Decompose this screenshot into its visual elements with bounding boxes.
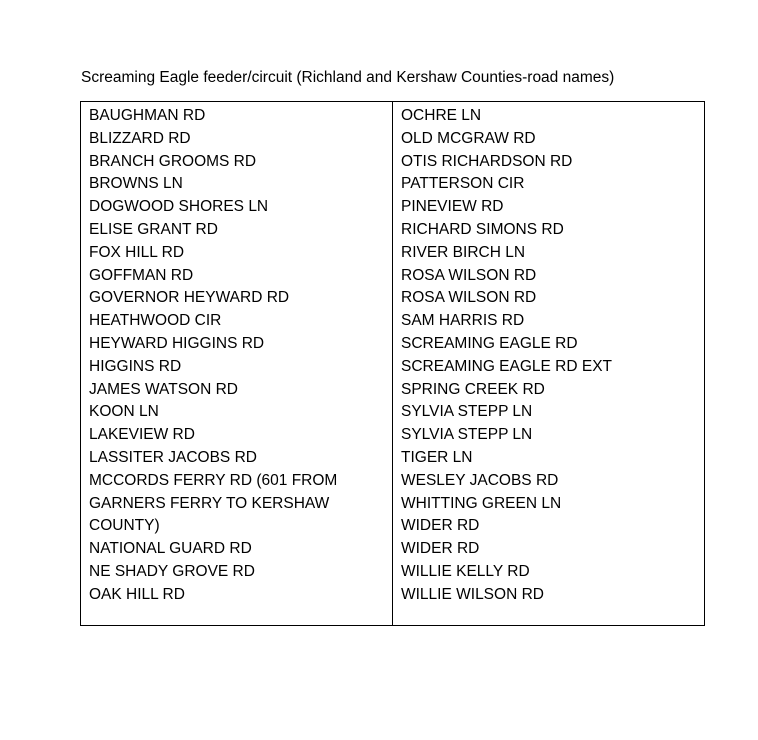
- road-names-table: [80, 101, 705, 626]
- road-name-item: SCREAMING EAGLE RD EXT: [401, 357, 613, 375]
- road-name-item: WIDER RD: [401, 517, 480, 535]
- road-name-item: SAM HARRIS RD: [401, 312, 525, 330]
- road-name-item: BLIZZARD RD: [89, 129, 191, 147]
- road-name-item: OAK HILL RD: [89, 585, 185, 603]
- road-name-item: MCCORDS FERRY RD (601 FROM: [89, 471, 338, 489]
- road-name-item: WILLIE KELLY RD: [401, 562, 530, 580]
- road-name-item: PINEVIEW RD: [401, 198, 504, 216]
- road-name-item: JAMES WATSON RD: [89, 380, 238, 398]
- road-name-item: NE SHADY GROVE RD: [89, 562, 255, 580]
- road-name-item: WILLIE WILSON RD: [401, 585, 544, 603]
- road-name-item: SYLVIA STEPP LN: [401, 403, 533, 421]
- road-name-item: LAKEVIEW RD: [89, 426, 195, 444]
- road-name-item: GOVERNOR HEYWARD RD: [89, 289, 290, 307]
- road-name-item: HEYWARD HIGGINS RD: [89, 334, 265, 352]
- table-column-left: [81, 102, 393, 625]
- road-name-item: PATTERSON CIR: [401, 175, 525, 193]
- road-name-item: ROSA WILSON RD: [401, 289, 537, 307]
- road-name-item: HIGGINS RD: [89, 357, 182, 375]
- road-name-item: SPRING CREEK RD: [401, 380, 545, 398]
- road-name-item: KOON LN: [89, 403, 159, 421]
- road-name-item: BRANCH GROOMS RD: [89, 152, 257, 170]
- road-name-item: NATIONAL GUARD RD: [89, 540, 252, 558]
- road-name-item: HEATHWOOD CIR: [89, 312, 222, 330]
- road-name-item: DOGWOOD SHORES LN: [89, 198, 269, 216]
- road-name-item: RICHARD SIMONS RD: [401, 220, 564, 238]
- document-title: Screaming Eagle feeder/circuit (Richland and Kershaw Counties-road names): [81, 69, 615, 86]
- road-name-item: SYLVIA STEPP LN: [401, 426, 533, 444]
- road-name-item: WESLEY JACOBS RD: [401, 471, 559, 489]
- road-name-item: ROSA WILSON RD: [401, 266, 537, 284]
- table-column-right: [393, 102, 704, 625]
- road-name-item: FOX HILL RD: [89, 243, 185, 261]
- road-name-item: OLD MCGRAW RD: [401, 129, 536, 147]
- road-name-item: TIGER LN: [401, 448, 473, 466]
- road-name-item: ELISE GRANT RD: [89, 220, 218, 238]
- road-name-item: BROWNS LN: [89, 175, 183, 193]
- road-name-item: GARNERS FERRY TO KERSHAW: [89, 494, 330, 512]
- road-name-item: LASSITER JACOBS RD: [89, 448, 257, 466]
- road-name-item: SCREAMING EAGLE RD: [401, 334, 578, 352]
- road-name-item: BAUGHMAN RD: [89, 107, 206, 124]
- road-name-item: WHITTING GREEN LN: [401, 494, 562, 512]
- road-name-item: WIDER RD: [401, 540, 480, 558]
- road-name-item: OTIS RICHARDSON RD: [401, 152, 573, 170]
- road-name-item: COUNTY): [89, 517, 160, 535]
- road-name-item: OCHRE LN: [401, 107, 482, 124]
- road-name-item: GOFFMAN RD: [89, 266, 194, 284]
- road-name-item: RIVER BIRCH LN: [401, 243, 526, 261]
